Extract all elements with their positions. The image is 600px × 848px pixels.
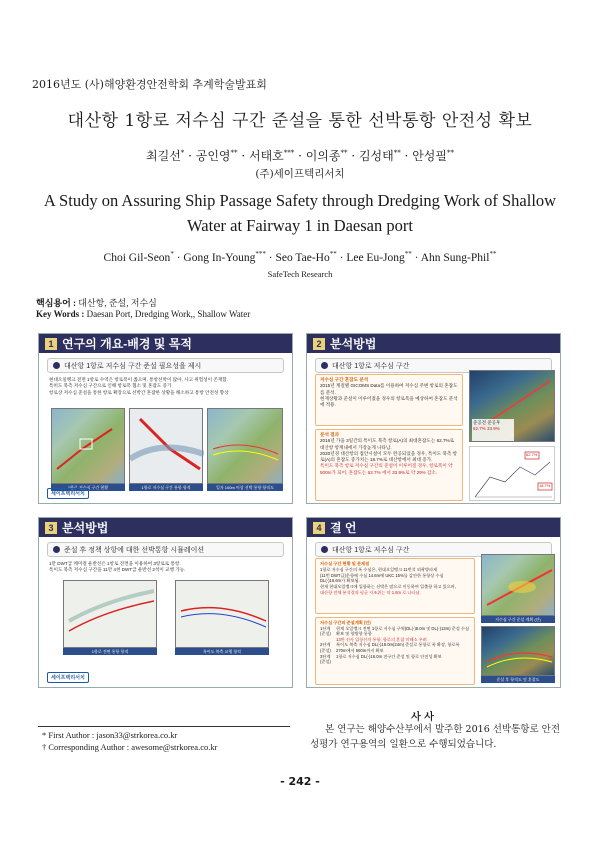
author-kr-1: 최길선 (146, 149, 181, 163)
list-item: 현재 현대오일뱅크에 입항하는 선박은 많으로 이동하여 입출항 하고 있으며, (320, 584, 456, 590)
slide-1-subtitle: 대산항 1항로 저수심 구간 준설 필요성을 제시 (47, 358, 284, 373)
slide-1-header: 1 연구의 개요-배경 및 목적 (39, 334, 292, 353)
title-english: A Study on Assuring Ship Passage Safety through Dredging Work of Shallow Water at Fairway 1 in Daesan port (43, 191, 557, 235)
keywords-english: Key Words : Daesan Port, Dredging Work,, Shallow Water (36, 309, 251, 319)
author-en-5: Ahn Sung-Phil (420, 251, 490, 264)
dredging-plan-panel: 저수심 구간의 준설계획 (안) 1단계 (준설) 현재 오일뱅크 전면 1항로 저수심 구역(DL(-)8.0m 및 DL(-)13m) 준설 수심 확보 및 양방향 통항 13만 선사 입항선의 통항, 항로의 혼잡 미해소 우려 2단계 (준설) 특이도 북측 저수심 DL(-)16.0m(24m) 준설로 통항로 폭 확장, 항로폭 270m에서 500m까지 확보 3단계 (준설) 1항로 저수심 DL(-)16.0m 전구간 준설 및 항로 안전성 확보 (315, 617, 475, 685)
list-item: 2020년경 대산항의 접안시설이 모두 완공되었을 경우, 특이도 북측 항로(A)의 혼잡도 증가치는 18.7%로 대산항에서 최대 증가. (320, 450, 458, 463)
slide-1 (38, 333, 293, 504)
footnote-first-author: * First Author : jason33@strkorea.co.kr (42, 730, 178, 740)
author-en-3: Seo Tae-Ho (275, 251, 330, 264)
page-number: - 242 - (280, 775, 320, 788)
list-item: 특이도 북측 저수심 구간을 11만 4천 DWT급 운반선 2척이 교행 가능. (49, 567, 186, 573)
map-image-3 (207, 408, 283, 484)
caption: 1항로 저수심 구간 현황 (51, 484, 125, 491)
caption: 저수심 구간 준설 계획 (안) (481, 616, 555, 623)
dredging-plan-map (481, 554, 555, 616)
footnote-divider (38, 726, 290, 727)
authors-korean: 최길선* · 공인영** · 서태호*** · 이의종** · 김성태** · 안성필** (146, 149, 454, 163)
author-kr-5: 김성태 (358, 149, 394, 163)
author-en-2: Gong In-Young (183, 251, 256, 264)
map-image-2 (129, 408, 203, 484)
slide-2: 2 분석방법 대산항 1항로 저수심 구간 저수심 구간 혼잡도 분석 2015년 계절별 GICOMS Data를 이용하여 저수심 주변 항로의 혼잡도를 분석. 현재상황과 준설이 이루어졌을 경우의 항로폭을 예상하여 혼잡도 분석에 적용. 분석 결과 2016년 가을 3일간의 특이도 북측 항로(A)의 최대혼잡도는 62.7%로 대산항 항계내에서 가장높게 나타남. 2020년경 대산항의 접안시설이 모두 완공되었을 경우, 특이도 북측 항로(A)의 혼잡도 증가치는 18.7%로 대산항에서 최대 증가. 특이도 북측 항로 저수심 구간의 준설이 이루어질 경우, 항로폭이 약 500m가 되어, 혼잡도는 62.7% 에서 33.9%로 약 29% 감소. 준공전 준공후 62.7% 33.9% 62.7% 18.7% (306, 333, 561, 504)
simulation-map-2 (175, 580, 269, 648)
slide-4 (306, 517, 561, 688)
author-kr-4: 이의종 (305, 149, 341, 163)
caption: 일자 100m 이상 선박 통항 항적도 (207, 484, 283, 491)
affiliation-korean: (주)세이프텍리서치 (255, 168, 345, 180)
author-en-4: Lee Eu-Jong (346, 251, 405, 264)
company-logo: 세이프텍리서치 (47, 488, 89, 499)
conclusion-panel-1: 저수심 구간 현황 및 문제점 1항로 저수심 구간의 폭 수심은, 현대오일뱅크 11번석 외곽방파제 (11번 DWT급)운항에 수심 14.6m에 UKC 15%를 감안한 통항상 수심 DL(-)16.6m가 확보됨. 현재 현대오일뱅크에 입항하는 선박은 많으로 이동하여 입출항 하고 있으며, 대산항 전체 분석결과 평균 저조위는 약 1.6m 로 나타남. (315, 558, 475, 614)
list-item: 대산항 전체 분석결과 평균 저조위는 약 1.6m 로 나타남. (320, 589, 421, 595)
caption: 준설 후 항적도 및 혼잡도 (481, 676, 555, 683)
list-item: 2016년 가을 3일간의 특이도 북측 항로(A)의 최대혼잡도는 62.7%로 대산항 항계내에서 가장높게 나타남. (320, 438, 455, 450)
list-item: (11번 DWT급)운항에 수심 14.6m에 UKC 15%를 감안한 통항상 수심 (320, 572, 444, 578)
caption: 특이도 북측 교행 항적 (175, 648, 269, 655)
caption: 1항로 저수심 구간 통항 항적 (129, 484, 203, 491)
slide-4-header: 4 결 언 (307, 518, 560, 537)
caption: 1항로 전면 통항 항적 (63, 648, 157, 655)
affiliation-english: SafeTech Research (267, 269, 333, 279)
slide-2-header: 2 분석방법 (307, 334, 560, 353)
list-item: 특이도 북측 항로 저수심 구간의 준설이 이루어질 경우, 항로폭이 약 500m가 되어, 혼잡도는 62.7% 에서 33.9%로 약 29% 감소. (320, 463, 453, 475)
slide-3-header: 3 분석방법 (39, 518, 292, 537)
conference-header: 2016년도 (사)해양환경안전학회 추계학술발표회 (32, 78, 267, 91)
analysis-results-panel: 분석 결과 2016년 가을 3일간의 특이도 북측 항로(A)의 최대혼잡도는 62.7%로 대산항 항계내에서 가장높게 나타남. 2020년경 대산항의 접안시설이 모두 완공되었을 경우, 특이도 북측 항로(A)의 혼잡도 증가치는 18.7%로 대산항에서 최대 증가. 특이도 북측 항로 저수심 구간의 준설이 이루어질 경우, 항로폭이 약 500m가 되어, 혼잡도는 62.7% 에서 33.9%로 약 29% 감소. (315, 429, 463, 501)
analysis-method-panel: 저수심 구간 혼잡도 분석 2015년 계절별 GICOMS Data를 이용하여 저수심 주변 항로의 혼잡도를 분석. 현재상황과 준설이 이루어졌을 경우의 항로폭을 예상하여 혼잡도 분석에 적용. (315, 374, 463, 426)
author-kr-6: 안성필 (412, 149, 447, 163)
list-item: 현재상황과 준설이 이루어졌을 경우의 항로폭을 예상하여 혼잡도 분석에 적용. (320, 395, 458, 408)
acknowledgment-text: 본 연구는 해양수산부에서 발주한 2016 선박통항로 안전성평가 연구용역의 일환으로 수행되었습니다. (310, 724, 561, 750)
author-kr-2: 공인영 (195, 149, 231, 163)
list-item: 특히도 북측 저수심 구간으로 인해 항로폭 협소 및 혼잡도 증가 (49, 383, 172, 389)
authors-english: Choi Gil-Seon* · Gong In-Young*** · Seo Tae-Ho** · Lee Eu-Jong** · Ahn Sung-Phil** (103, 250, 497, 264)
acknowledgment-title: 사 사 (411, 712, 434, 723)
map-image-1 (51, 408, 125, 484)
author-kr-3: 서태호 (248, 149, 284, 163)
author-en-1: Choi Gil-Seon (103, 251, 171, 264)
list-item: 2015년 계절별 GICOMS Data를 이용하여 저수심 주변 항로의 혼잡도를 분석. (320, 383, 458, 395)
slide-2-subtitle: 대산항 1항로 저수심 구간 (315, 358, 552, 373)
list-item: DL(-)16.6m가 확보됨. (320, 578, 360, 584)
list-item: 현대오일뱅크 전면 1항로 수역은 항로폭이 좁으며, 통항선박이 많아, 사고 위험성이 존재함. (49, 377, 228, 382)
slide-3 (38, 517, 293, 688)
post-dredging-map (481, 626, 555, 676)
simulation-map-1 (63, 580, 157, 648)
list-item: 항로상 저수심 준설을 통한 항로 확장으로 선박간 혼잡한 상황을 해소하고 통항 안전성 향상 (49, 389, 229, 395)
list-item: 1만 DWT급 케미컬 운반선은 1항로 전면을 이용하여 3항로로 통항. (49, 561, 181, 566)
congestion-chart: 62.7% 18.7% (469, 446, 555, 501)
footnote-corresponding-author: † Corresponding Author : awesome@strkorea.co.kr (42, 742, 218, 752)
slide-4-subtitle: 대산항 1항로 저수심 구간 (315, 542, 552, 557)
keywords-korean: 핵심용어 : 대산항, 준설, 저수심 (36, 298, 157, 308)
list-item: 1항로 저수심 구간의 폭 수심은, 현대오일뱅크 11번석 외곽방파제 (320, 566, 438, 572)
title-korean: 대산항 1항로 저수심 구간 준설을 통한 선박통항 안전성 확보 (67, 111, 533, 131)
company-logo: 세이프텍리서치 (47, 672, 89, 683)
slide-3-subtitle: 준설 후 정책 상항에 대한 선박통항 시뮬레이션 (47, 542, 284, 557)
